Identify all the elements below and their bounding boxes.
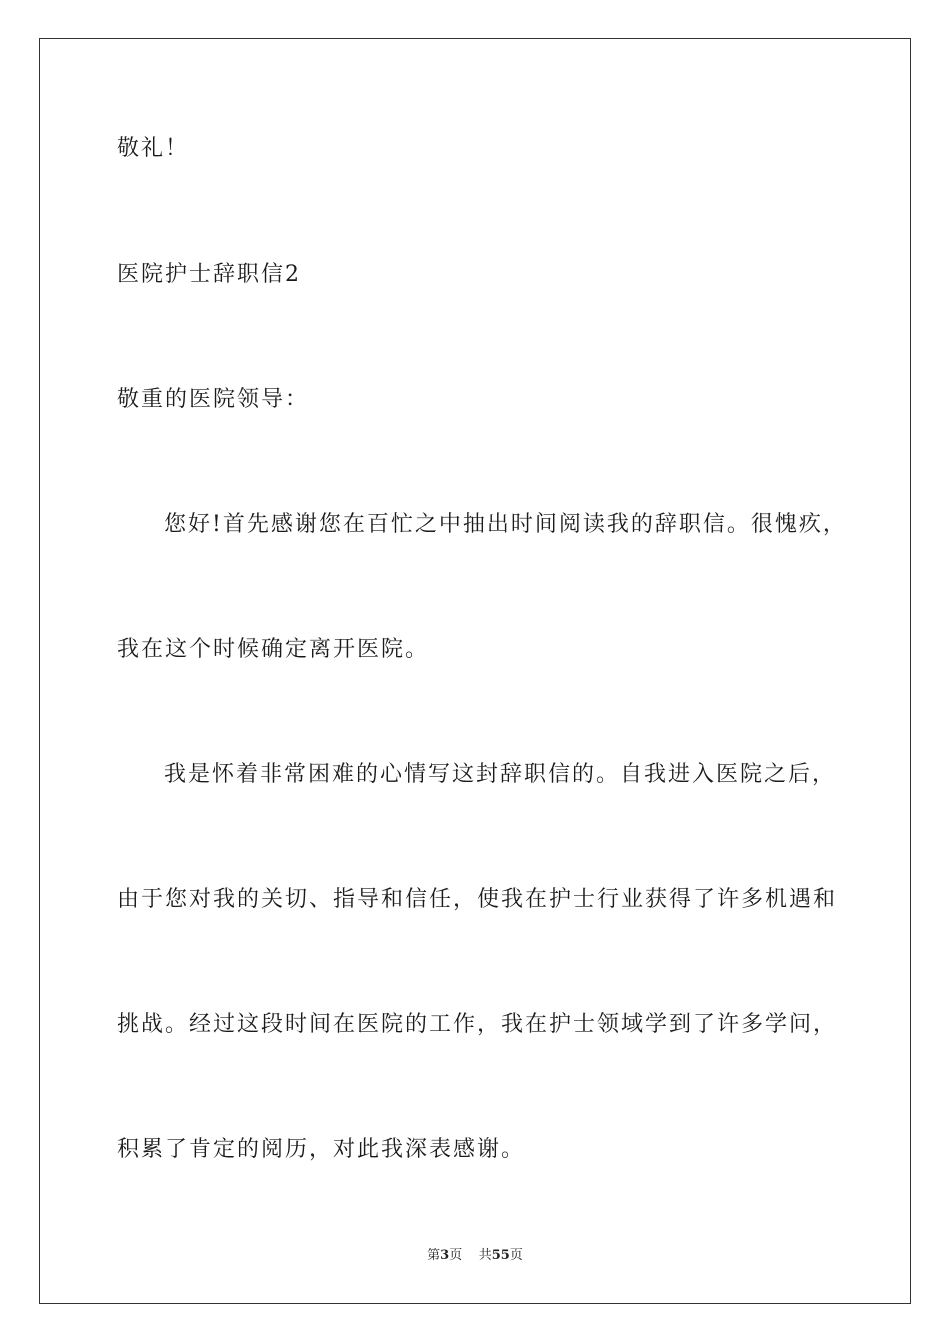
page-footer (0, 1248, 950, 1264)
total-suffix: 页 (509, 1248, 523, 1263)
page-number: 3 (440, 1248, 450, 1263)
total-pages: 55 (491, 1248, 510, 1263)
page-prefix: 第 (427, 1248, 441, 1263)
paragraph-line: 挑战。经过这段时间在医院的工作，我在护士领域学到了许多学问， (117, 1012, 838, 1037)
letter-greeting: 敬重的医院领导： (117, 387, 310, 412)
paragraph-line: 积累了肯定的阅历，对此我深表感谢。 (117, 1137, 526, 1162)
paragraph-line: 由于您对我的关切、指导和信任，使我在护士行业获得了许多机遇和 (117, 887, 838, 912)
closing-salutation: 敬礼！ (117, 136, 190, 161)
page-border (39, 38, 911, 1304)
page-suffix: 页 (449, 1248, 463, 1263)
section-title: 医院护士辞职信2 (117, 262, 301, 287)
paragraph-line: 我在这个时候确定离开医院。 (117, 637, 430, 662)
paragraph-line: 我是怀着非常困难的心情写这封辞职信的。自我进入医院之后， (164, 762, 837, 787)
paragraph-line: 您好!首先感谢您在百忙之中抽出时间阅读我的辞职信。很愧疚， (164, 512, 847, 537)
total-prefix: 共 (478, 1248, 492, 1263)
